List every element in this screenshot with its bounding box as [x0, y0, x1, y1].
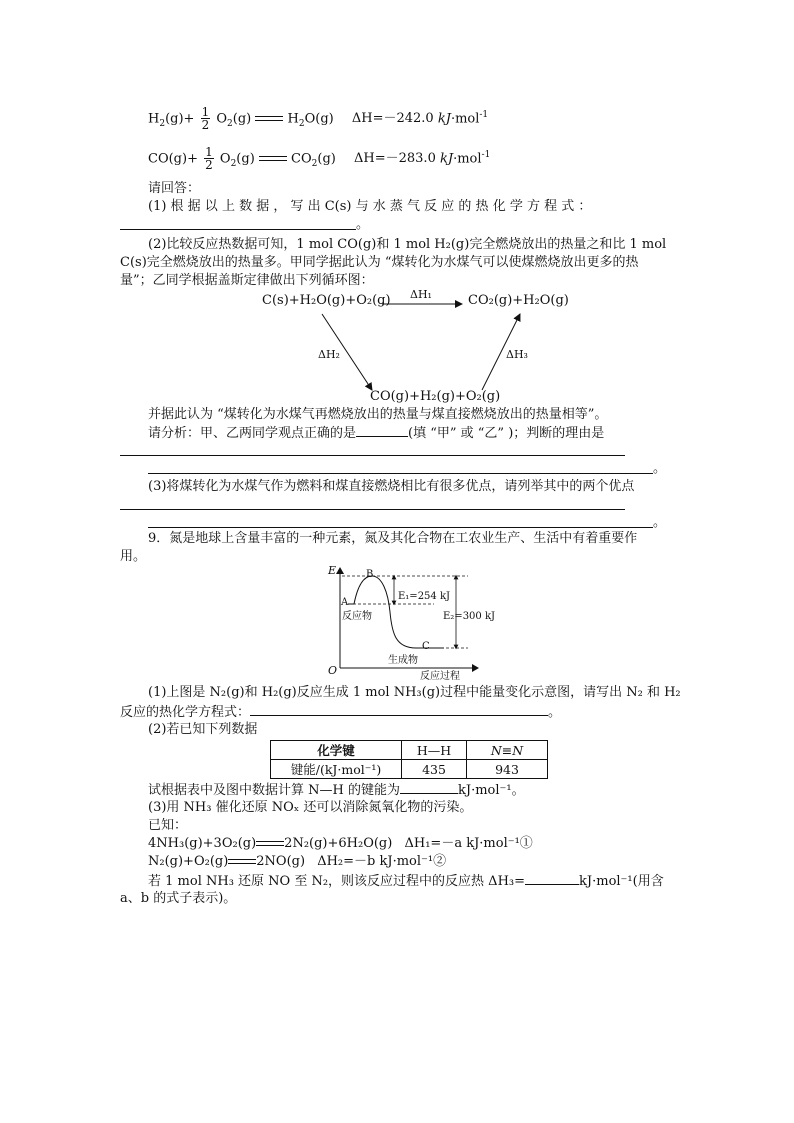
- question-9-line1: 9．氮是地球上含量丰富的一种元素，氮及其化合物在工农业生产、生活中有着重要作: [148, 531, 638, 546]
- table-row: [271, 741, 548, 760]
- cycle-bottom: CO(g)+H₂(g)+O₂(g): [370, 389, 501, 404]
- graph-reactant: 反应物: [342, 611, 372, 622]
- answer-blank[interactable]: [356, 424, 408, 437]
- answer-line[interactable]: [120, 229, 356, 230]
- graph-product: 生成物: [388, 655, 418, 666]
- answer-blank[interactable]: [400, 781, 458, 794]
- table-header: 化学键: [271, 741, 402, 760]
- fraction: $\frac{1}{2}$: [205, 145, 213, 173]
- equals-sign: [259, 155, 287, 163]
- question-8-2-line5: 请分析：甲、乙两同学观点正确的是 (填 “甲” 或 “乙” )；判断的理由是: [148, 426, 605, 441]
- bond-energy-table: [270, 740, 548, 779]
- question-9-2: (2)若已知下列数据: [148, 722, 258, 737]
- question-8-2-line4: 并据此认为 “煤转化为水煤气再燃烧放出的热量与煤直接燃烧放出的热量相等”。: [148, 407, 608, 422]
- equals-sign: [256, 840, 284, 848]
- question-9-1-line2: 反应的热化学方程式： 。: [120, 705, 562, 720]
- question-8-1: (1) 根 据 以 上 数 据 ， 写 出 C(s) 与 水 蒸 气 反 应 的 热 化 学 方 程 式 ：: [148, 199, 592, 214]
- answer-blank[interactable]: [525, 872, 579, 885]
- label-dh2: ΔH₂: [318, 348, 340, 361]
- answer-line[interactable]: [120, 509, 625, 510]
- equation-1: $H_2(g)+$ $\frac{1}{2}$ $O_2(g)$ $H_2O(g)$ ΔH=－242.0 kJ·mol$^{-1}$: [148, 105, 489, 133]
- table-cell: 键能/(kJ·mol⁻¹): [271, 760, 402, 779]
- answer-blank[interactable]: [250, 703, 548, 716]
- question-9-1-line1: (1)上图是 N₂(g)和 H₂(g)反应生成 1 mol NH₃(g)过程中能量变化示意图，请写出 N₂ 和 H₂: [148, 685, 681, 700]
- equals-sign: [228, 858, 256, 866]
- reaction-2: N₂(g)+O₂(g) 2NO(g) ΔH₂=－b kJ·mol⁻¹②: [148, 854, 447, 869]
- table-header: N≡N: [467, 741, 548, 760]
- graph-point-a: A: [341, 597, 349, 608]
- answer-line[interactable]: [120, 455, 625, 456]
- graph-e1: E₁=254 kJ: [398, 591, 451, 602]
- graph-e2: E₂=300 kJ: [443, 611, 496, 622]
- graph-x-label: 反应过程: [420, 671, 460, 682]
- table-row: [271, 760, 548, 779]
- question-9-3: (3)用 NH₃ 催化还原 NOₓ 还可以消除氮氧化物的污染。: [148, 800, 473, 815]
- equals-sign: [255, 115, 283, 123]
- answer-prompt: 请回答：: [148, 181, 201, 196]
- question-9-line2: 用。: [120, 549, 147, 564]
- question-8-2-line3: 量”；乙同学根据盖斯定律做出下列循环图：: [120, 273, 374, 288]
- equation-2: CO(g)+ $\frac{1}{2}$ $O_2(g)$ $CO_2(g)$ ΔH=－283.0 kJ·mol$^{-1}$: [148, 145, 491, 173]
- question-9-3-ask: 若 1 mol NH₃ 还原 NO 至 N₂，则该反应过程中的反应热 ΔH₃= kJ·mol⁻¹(用含: [148, 874, 664, 889]
- question-8-2-line2: C(s)完全燃烧放出的热量多。甲同学据此认为 “煤转化为水煤气可以使煤燃烧放出更多的热: [120, 255, 639, 270]
- fraction: $\frac{1}{2}$: [201, 105, 210, 133]
- label-dh3: ΔH₃: [506, 348, 528, 361]
- question-9-2-calc: 试根据表中及图中数据计算 N—H 的键能为 kJ·mol⁻¹。: [148, 783, 525, 798]
- cycle-top-left: C(s)+H₂O(g)+O₂(g): [262, 293, 391, 308]
- answer-line[interactable]: [148, 527, 653, 528]
- question-9-3-ask-cont: a、b 的式子表示)。: [120, 891, 237, 906]
- label-dh1: ΔH₁: [410, 288, 432, 301]
- table-cell: 435: [402, 760, 467, 779]
- period: 。: [653, 515, 667, 530]
- graph-point-c: C: [422, 641, 430, 652]
- graph-point-b: B: [366, 569, 374, 580]
- cycle-top-right: CO₂(g)+H₂O(g): [468, 293, 569, 308]
- table-cell: 943: [467, 760, 548, 779]
- period: 。: [653, 461, 667, 476]
- answer-line[interactable]: [148, 473, 653, 474]
- table-header: H—H: [402, 741, 467, 760]
- period: 。: [356, 217, 370, 232]
- graph-origin: O: [328, 664, 338, 677]
- reaction-1: 4NH₃(g)+3O₂(g) 2N₂(g)+6H₂O(g) ΔH₁=－a kJ·mol⁻¹①: [148, 836, 533, 851]
- question-8-3: (3)将煤转化为水煤气作为燃料和煤直接燃烧相比有很多优点，请列举其中的两个优点: [148, 479, 635, 494]
- graph-e-label: E: [328, 564, 337, 577]
- question-8-2-line1: (2)比较反应热数据可知，1 mol CO(g)和 1 mol H₂(g)完全燃烧放出的热量之和比 1 mol: [148, 237, 667, 252]
- known-label: 已知：: [148, 818, 188, 833]
